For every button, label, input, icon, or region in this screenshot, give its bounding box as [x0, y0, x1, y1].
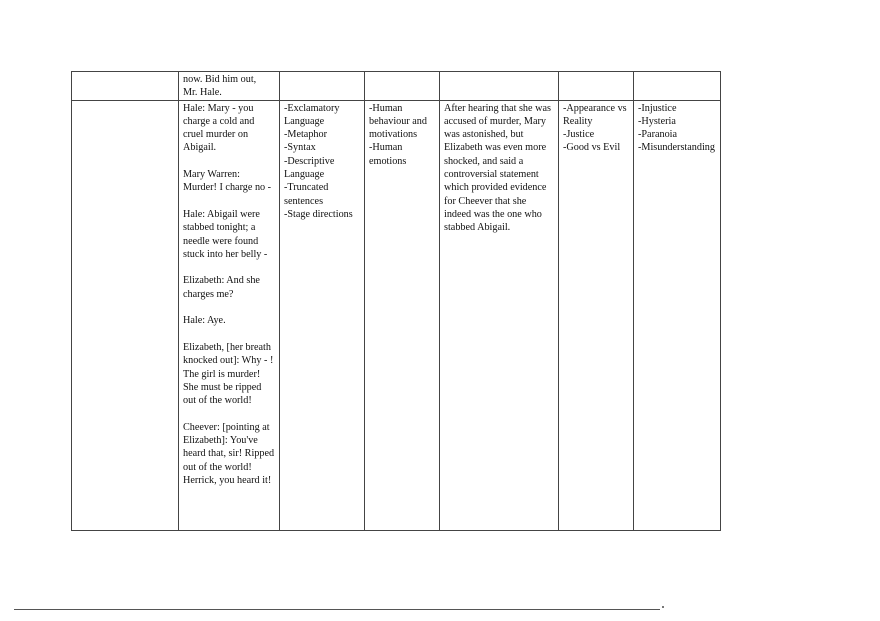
technique-item: -Exclamatory Language — [284, 102, 340, 127]
themes-cell — [559, 100, 634, 530]
dialogue-line: now. Bid him out, — [183, 74, 257, 85]
context-cell — [365, 100, 440, 530]
issues-cell — [634, 72, 721, 101]
context-item: -Human emotions — [369, 142, 407, 167]
dialogue-block: Elizabeth: And she charges me? — [183, 275, 260, 300]
dialogue-block: Mary Warren: Murder! I charge no - — [183, 169, 272, 194]
footer-mark — [662, 606, 664, 608]
dialogue-block: Elizabeth, [her breath knocked out]: Why - ! The girl is murder! She must be ripped out of the world! — [183, 341, 274, 407]
theme-item: -Good vs Evil — [563, 142, 621, 154]
dialogue-block: Hale: Aye. — [183, 315, 226, 327]
techniques-cell — [280, 100, 365, 530]
issue-item: -Paranoia — [638, 129, 678, 141]
issue-item: -Misunderstanding — [638, 142, 715, 154]
table-row-main — [72, 100, 721, 530]
technique-item: -Metaphor — [284, 129, 327, 141]
analysis-cell — [440, 100, 559, 530]
context-item: -Human behaviour and motivations — [369, 102, 427, 141]
context-cell — [365, 72, 440, 101]
analysis-text: After hearing that she was accused of murder, Mary was astonished, but Elizabeth was even more shocked, and said a controversial statement which provided evidence for Cheever that she indeed was the one who stabbed Abigail. — [444, 102, 551, 234]
footer-rule — [14, 609, 660, 610]
issues-cell — [634, 100, 721, 530]
technique-item: -Truncated sentences — [284, 182, 329, 207]
analysis-table — [71, 71, 721, 531]
theme-item: -Justice — [563, 129, 595, 141]
issue-item: -Hysteria — [638, 115, 676, 127]
scene-cell — [72, 100, 179, 530]
analysis-cell — [440, 72, 559, 101]
techniques-cell — [280, 72, 365, 101]
scene-cell — [72, 72, 179, 101]
dialogue-cell — [179, 100, 280, 530]
technique-item: -Syntax — [284, 142, 316, 154]
dialogue-block: Hale: Mary - you charge a cold and cruel murder on Abigail. — [183, 102, 255, 154]
issue-item: -Injustice — [638, 102, 677, 114]
theme-item: -Appearance vs Reality — [563, 102, 627, 127]
dialogue-block: Hale: Abigail were stabbed tonight; a needle were found stuck into her belly - — [183, 208, 268, 260]
dialogue-block: Cheever: [pointing at Elizabeth]: You've heard that, sir! Ripped out of the world! Herrick, you heard it! — [183, 421, 275, 486]
dialogue-line: Mr. Hale. — [183, 87, 222, 99]
technique-item: -Descriptive Language — [284, 155, 335, 181]
themes-cell — [559, 72, 634, 101]
technique-item: -Stage directions — [284, 208, 353, 220]
table-row-continued — [72, 72, 721, 101]
dialogue-cell — [179, 72, 280, 101]
